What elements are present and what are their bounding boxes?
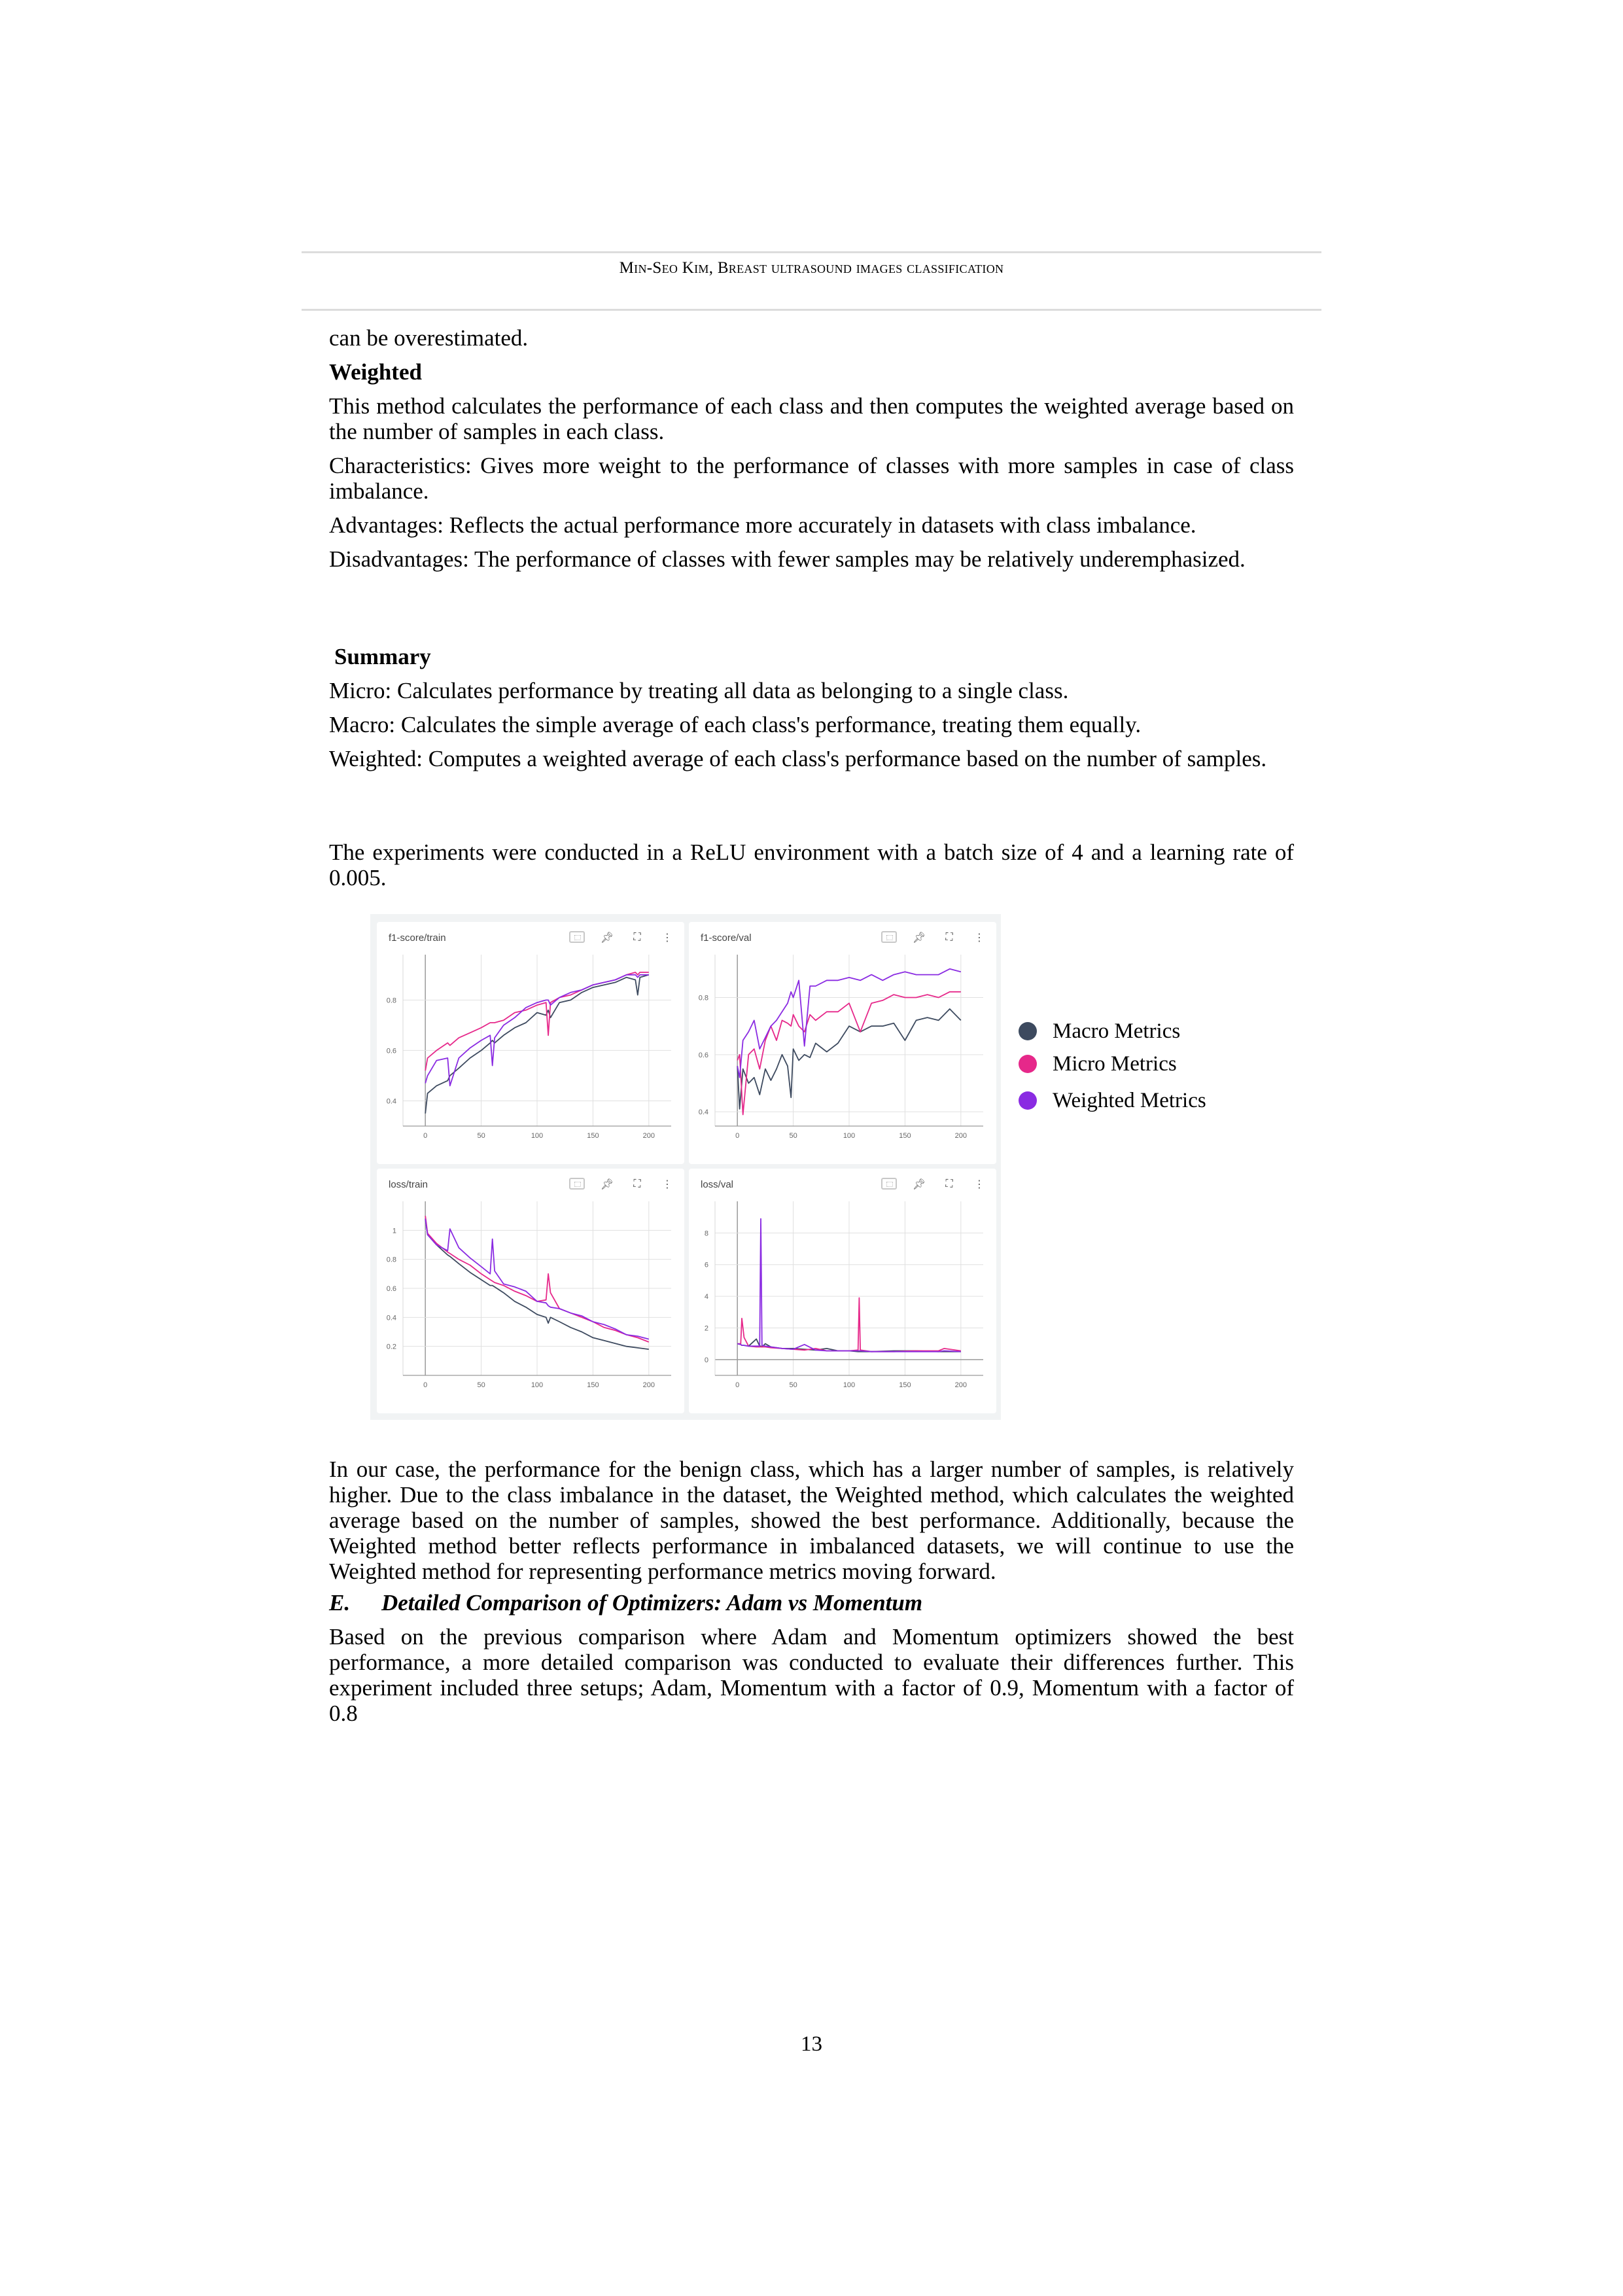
chart-legend (1019, 1015, 1206, 1117)
more-vert-icon[interactable]: ⋮ (662, 1177, 672, 1190)
x-tick-label: 100 (843, 1381, 856, 1389)
y-tick-label: 2 (704, 1324, 708, 1333)
x-tick-label: 50 (477, 1132, 485, 1140)
pin-icon[interactable]: 📌︎ (912, 1177, 926, 1190)
y-tick-label: 0.6 (386, 1047, 396, 1055)
paragraph-weighted-desc: This method calculates the performance of each class and then computes the weighted average based on the number of samples in each class. (329, 393, 1294, 444)
legend-item-weighted (1019, 1084, 1206, 1117)
x-tick-label: 100 (531, 1381, 544, 1389)
fullscreen-icon[interactable]: ⛶ (633, 1177, 641, 1190)
x-tick-label: 100 (843, 1132, 856, 1140)
x-tick-label: 50 (477, 1381, 485, 1389)
chart-f1-train (377, 922, 684, 1164)
heading-summary: Summary (334, 644, 431, 669)
paragraph-weighted-advantages: Advantages: Reflects the actual performance more accurately in datasets with class imbalance. (329, 512, 1196, 538)
paragraph-summary-macro: Macro: Calculates the simple average of each class's performance, treating them equally. (329, 712, 1142, 737)
x-tick-label: 200 (954, 1381, 968, 1389)
y-tick-label: 0.6 (386, 1285, 396, 1293)
body-summary (329, 644, 1294, 771)
legend-dot-macro (1019, 1022, 1037, 1040)
legend-dot-weighted (1019, 1091, 1037, 1110)
more-vert-icon[interactable]: ⋮ (974, 930, 985, 944)
legend-item-macro (1019, 1015, 1206, 1048)
pin-icon[interactable]: 📌︎ (600, 1177, 614, 1190)
running-head (302, 259, 1321, 277)
chart-panel-f1-train (377, 922, 684, 1164)
x-tick-label: 150 (899, 1381, 911, 1389)
y-tick-label: 0.6 (698, 1051, 708, 1059)
fullscreen-icon[interactable]: ⛶ (633, 930, 641, 943)
x-tick-label: 50 (789, 1381, 797, 1389)
training-curves-figure (370, 914, 1001, 1420)
legend-label: Macro Metrics (1053, 1019, 1181, 1043)
paragraph-weighted-characteristics: Characteristics: Gives more weight to the performance of classes with more samples in case of class imbalance. (329, 453, 1294, 504)
y-tick-label: 0.2 (386, 1343, 396, 1351)
body-setup (329, 839, 1294, 891)
x-tick-label: 200 (954, 1132, 968, 1140)
x-tick-label: 200 (642, 1132, 655, 1140)
pin-icon[interactable]: 📌︎ (912, 930, 926, 944)
chart-loss-val (689, 1169, 996, 1413)
more-vert-icon[interactable]: ⋮ (662, 930, 672, 944)
paragraph-intro: can be overestimated. (329, 325, 529, 351)
running-head-title: Breast ultrasound images classification (717, 259, 1004, 277)
running-head-separator: , (708, 259, 718, 277)
y-tick-label: 4 (704, 1293, 708, 1301)
running-head-author: Min-Seo Kim (619, 259, 709, 277)
y-tick-label: 0.8 (698, 994, 708, 1002)
x-tick-label: 0 (735, 1132, 740, 1140)
more-vert-icon[interactable]: ⋮ (974, 1177, 985, 1190)
chart-title: loss/train (389, 1179, 428, 1190)
y-tick-label: 6 (704, 1261, 708, 1269)
body-lower (329, 1457, 1294, 1726)
paragraph-weighted-disadvantages: Disadvantages: The performance of classes with fewer samples may be relatively underemphasized. (329, 546, 1246, 572)
chart-title: f1-score/val (701, 932, 752, 944)
chart-panel-f1-val (689, 922, 996, 1164)
header-rule-bottom (302, 309, 1321, 311)
paragraph-summary-micro: Micro: Calculates performance by treating all data as belonging to a single class. (329, 678, 1069, 703)
fullscreen-icon[interactable]: ⛶ (945, 1177, 953, 1190)
y-tick-label: 0.4 (698, 1108, 708, 1117)
legend-dot-micro (1019, 1055, 1037, 1073)
section-heading-e (329, 1590, 1294, 1616)
pin-icon[interactable]: 📌︎ (600, 930, 614, 944)
chart-f1-val (689, 922, 996, 1164)
x-tick-label: 0 (735, 1381, 740, 1389)
chart-panel-loss-train (377, 1169, 684, 1413)
paragraph-discussion: In our case, the performance for the benign class, which has a larger number of samples, is relatively higher. Due to the class imbalance in the dataset, the Weighted method, which calculates the weighted average based on the number of samples, showed the best performance. Additionally, because the Weighted method better reflects performance in imbalanced datasets, we will continue to use the Weighted method for representing performance metrics moving forward. (329, 1457, 1294, 1584)
y-tick-label: 8 (704, 1229, 708, 1238)
x-tick-label: 150 (899, 1132, 911, 1140)
y-tick-label: 1 (392, 1227, 396, 1235)
x-tick-label: 50 (789, 1132, 797, 1140)
y-tick-label: 0.8 (386, 1256, 396, 1264)
page-number: 13 (801, 2032, 822, 2056)
body-upper (329, 325, 1294, 572)
fullscreen-icon[interactable]: ⛶ (945, 930, 953, 943)
heading-weighted: Weighted (329, 359, 422, 385)
y-tick-label: 0 (704, 1356, 708, 1364)
legend-label: Micro Metrics (1053, 1052, 1177, 1076)
y-tick-label: 0.4 (386, 1314, 396, 1322)
section-title: Detailed Comparison of Optimizers: Adam vs Momentum (381, 1590, 923, 1616)
legend-label: Weighted Metrics (1053, 1089, 1206, 1112)
x-tick-label: 0 (423, 1381, 428, 1389)
legend-item-micro (1019, 1048, 1206, 1080)
chart-panel-loss-val (689, 1169, 996, 1413)
x-tick-label: 0 (423, 1132, 428, 1140)
chart-title: f1-score/train (389, 932, 446, 944)
chart-loss-train (377, 1169, 684, 1413)
x-tick-label: 150 (587, 1381, 599, 1389)
paragraph-summary-weighted: Weighted: Computes a weighted average of each class's performance based on the number of samples. (329, 746, 1267, 771)
x-tick-label: 200 (642, 1381, 655, 1389)
section-number: E. (329, 1590, 351, 1616)
header-rule-top (302, 251, 1321, 253)
chart-title: loss/val (701, 1179, 734, 1190)
paragraph-experiment-setup: The experiments were conducted in a ReLU environment with a batch size of 4 and a learning rate of 0.005. (329, 839, 1294, 891)
paragraph-section-e: Based on the previous comparison where Adam and Momentum optimizers showed the best performance, a more detailed comparison was conducted to evaluate their differences further. This experiment included three setups; Adam, Momentum with a factor of 0.9, Momentum with a factor of 0.8 (329, 1624, 1294, 1726)
x-tick-label: 150 (587, 1132, 599, 1140)
y-tick-label: 0.8 (386, 997, 396, 1005)
x-tick-label: 100 (531, 1132, 544, 1140)
y-tick-label: 0.4 (386, 1097, 396, 1106)
